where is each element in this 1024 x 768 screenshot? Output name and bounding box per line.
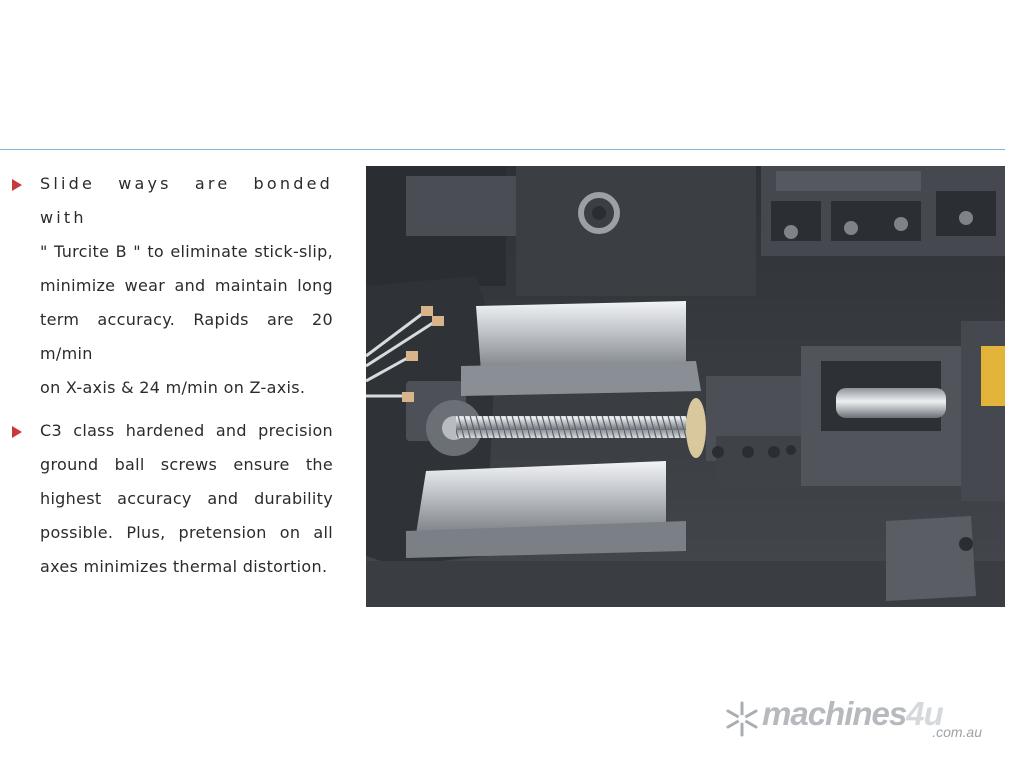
- bullet-line: minimize wear and maintain long: [40, 276, 333, 295]
- bullet-line: ground ball screws ensure the: [40, 455, 333, 474]
- bullet-line: term accuracy. Rapids are 20 m/min: [40, 310, 333, 363]
- logo-wordmark: [762, 695, 943, 733]
- bullet-line: highest accuracy and durability: [40, 489, 333, 508]
- logo-brand-number: 4u: [906, 695, 943, 732]
- logo-domain: .com.au: [932, 724, 982, 740]
- horizontal-divider: [0, 149, 1005, 150]
- bullet-line: Slide ways are bonded with: [40, 174, 333, 227]
- logo-brand: machines: [762, 695, 907, 732]
- machine-photo-drawing: [366, 166, 1005, 607]
- bullet-text: [40, 414, 333, 584]
- bullet-text: [40, 167, 333, 405]
- bullet-line: " Turcite B " to eliminate stick-slip,: [40, 242, 333, 261]
- bullet-line: C3 class hardened and precision: [40, 421, 333, 440]
- triangle-right-icon: [12, 426, 22, 438]
- machines4u-logo: [722, 695, 992, 743]
- bullet-line: on X-axis & 24 m/min on Z-axis.: [40, 378, 306, 397]
- bullet-line: axes minimizes thermal distortion.: [40, 557, 328, 576]
- bullet-line: possible. Plus, pretension on all: [40, 523, 333, 542]
- snowflake-icon: [722, 699, 762, 739]
- triangle-right-icon: [12, 179, 22, 191]
- machine-photo: [366, 166, 1005, 607]
